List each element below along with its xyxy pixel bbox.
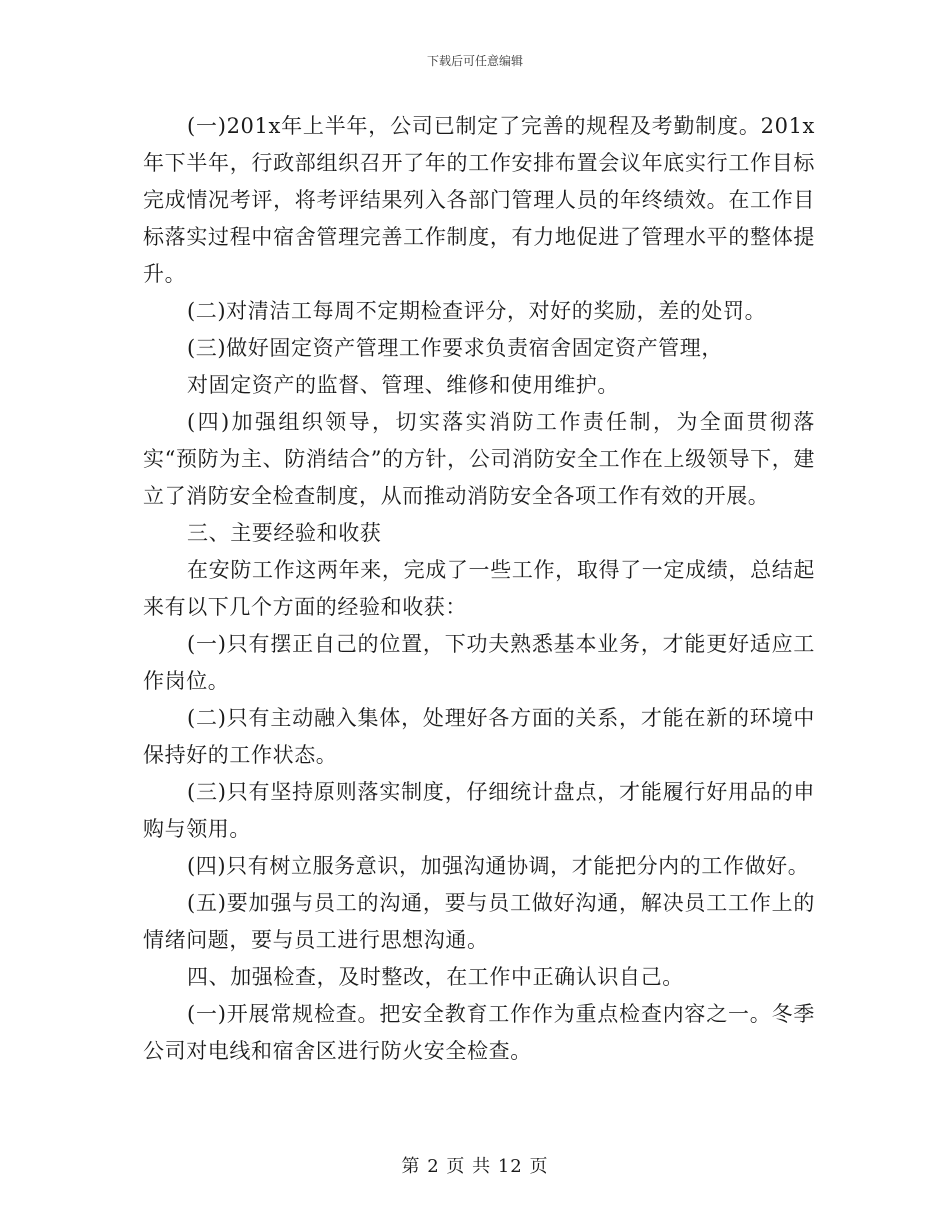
page-header-note: 下载后可任意编辑 <box>426 54 523 68</box>
paragraph: (二)只有主动融入集体，处理好各方面的关系，才能在新的环境中保持好的工作状态。 <box>143 706 815 767</box>
page-number-footer: 第 2 页 共 12 页 <box>401 1156 549 1177</box>
paragraph: (四)加强组织领导，切实落实消防工作责任制，为全面贯彻落实“预防为主、防消结合”的方针，公司消防安全工作在上级领导下，建立了消防安全检查制度，从而推动消防安全各项工作有效的开展。 <box>143 410 815 508</box>
document-body <box>143 108 815 1070</box>
section-heading: 三、主要经验和收获 <box>187 521 382 545</box>
paragraph: (一)开展常规检查。把安全教育工作作为重点检查内容之一。冬季公司对电线和宿舍区进行防火安全检查。 <box>143 1002 815 1063</box>
paragraph: (二)对清洁工每周不定期检查评分，对好的奖励，差的处罚。 <box>187 299 767 323</box>
paragraph: (一)只有摆正自己的位置，下功夫熟悉基本业务，才能更好适应工作岗位。 <box>143 632 815 693</box>
paragraph: (一)201x年上半年，公司已制定了完善的规程及考勤制度。201x年下半年，行政部组织召开了年的工作安排布置会议年底实行工作目标完成情况考评，将考评结果列入各部门管理人员的年终绩效。在工作目标落实过程中宿舍管理完善工作制度，有力地促进了管理水平的整体提升。 <box>143 114 815 286</box>
paragraph: (四)只有树立服务意识，加强沟通协调，才能把分内的工作做好。 <box>187 854 810 878</box>
section-heading: 四、加强检查，及时整改，在工作中正确认识自己。 <box>187 965 684 989</box>
paragraph: (三)只有坚持原则落实制度，仔细统计盘点，才能履行好用品的申购与领用。 <box>143 780 815 841</box>
paragraph: (五)要加强与员工的沟通，要与员工做好沟通，解决员工工作上的情绪问题，要与员工进行思想沟通。 <box>143 891 815 952</box>
paragraph: 在安防工作这两年来，完成了一些工作，取得了一定成绩，总结起来有以下几个方面的经验和收获： <box>143 558 815 619</box>
paragraph: (三)做好固定资产管理工作要求负责宿舍固定资产管理， <box>187 336 723 360</box>
paragraph: 对固定资产的监督、管理、维修和使用维护。 <box>187 373 619 397</box>
